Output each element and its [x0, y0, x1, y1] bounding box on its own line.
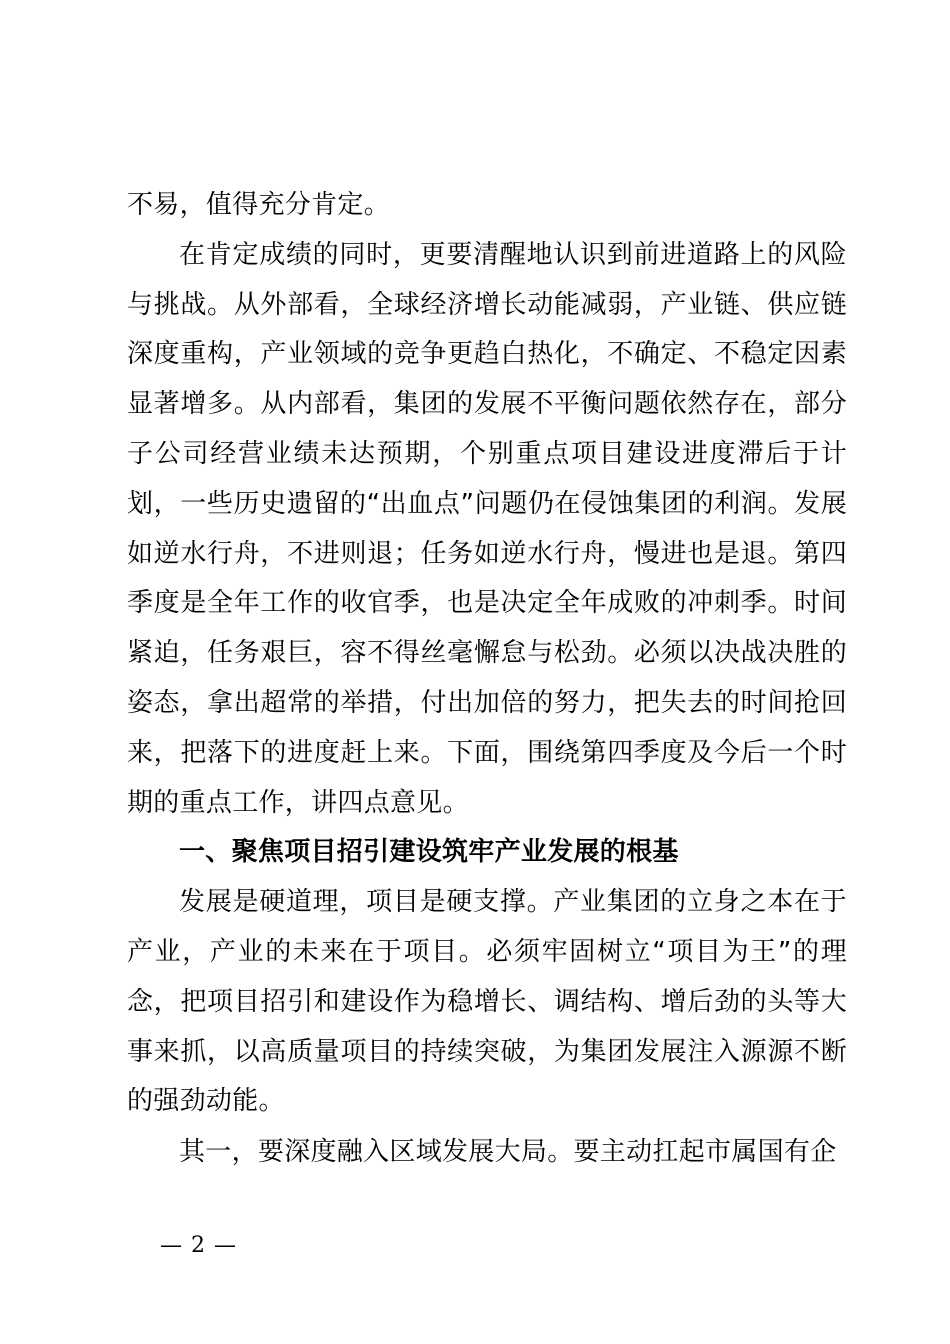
paragraph-risks-challenges: 在肯定成绩的同时，更要清醒地认识到前进道路上的风险与挑战。从外部看，全球经济增长动能减弱，产业链、供应链深度重构，产业领域的竞争更趋白热化，不确定、不稳定因素显著增多。从内部看，集团的发展不平衡问题依然存在，部分子公司经营业绩未达预期，个别重点项目建设进度滞后于计划，一些历史遗留的“出血点”问题仍在侵蚀集团的利润。发展如逆水行舟，不进则退；任务如逆水行舟，慢进也是退。第四季度是全年工作的收官季，也是决定全年成败的冲刺季。时间紧迫，任务艰巨，容不得丝毫懈怠与松劲。必须以决战决胜的姿态，拿出超常的举措，付出加倍的努力，把失去的时间抢回来，把落下的进度赶上来。下面，围绕第四季度及今后一个时期的重点工作，讲四点意见。	[127, 239, 847, 818]
page-number: — 2 —	[160, 1233, 237, 1258]
paragraph-continuation: 不易，值得充分肯定。	[127, 190, 391, 220]
paragraph-first-point: 其一，要深度融入区域发展大局。要主动扛起市属国有企	[179, 1137, 837, 1168]
section-heading-1: 一、聚焦项目招引建设筑牢产业发展的根基	[179, 837, 679, 868]
document-body	[127, 181, 847, 1178]
paragraph-project-importance: 发展是硬道理，项目是硬支撑。产业集团的立身之本在于产业，产业的未来在于项目。必须牢固树立“项目为王”的理念，把项目招引和建设作为稳增长、调结构、增后劲的头等大事来抓，以高质量项目的持续突破，为集团发展注入源源不断的强劲动能。	[127, 887, 847, 1117]
